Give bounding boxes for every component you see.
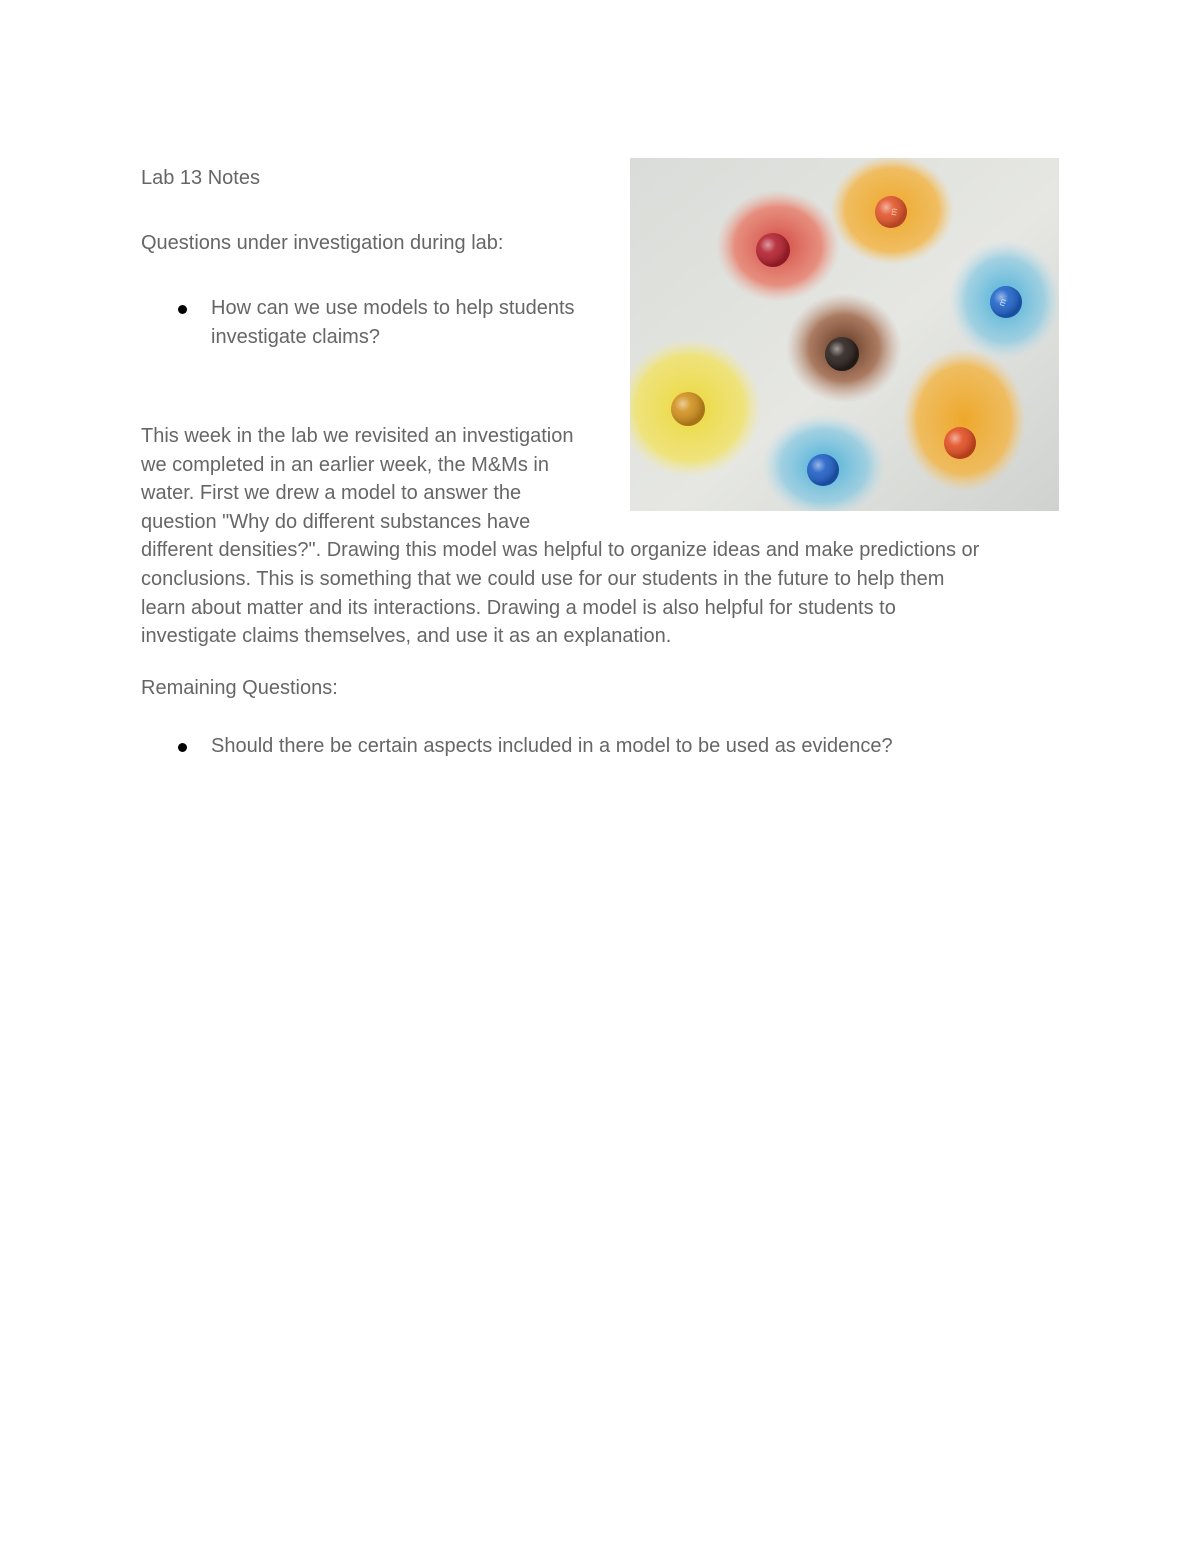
svg-text:m: m (888, 207, 900, 217)
remaining-questions-heading: Remaining Questions: (141, 677, 338, 699)
orange-candy (875, 196, 907, 228)
paragraph-line: conclusions. This is something that we could use for our students in the future to help them (141, 567, 945, 590)
paragraph-line: investigate claims themselves, and use it as an explanation. (141, 625, 672, 648)
remaining-questions-list (141, 732, 1041, 761)
list-item (141, 732, 1041, 761)
lab-summary-paragraph (141, 422, 1059, 651)
paragraph-line: different densities?". Drawing this model was helpful to organize ideas and make predictions or (141, 539, 980, 562)
remaining-question-text: Should there be certain aspects included in a model to be used as evidence? (211, 735, 893, 757)
document-title: Lab 13 Notes (141, 167, 260, 189)
bullet-icon (178, 743, 187, 752)
bullet-icon (178, 305, 187, 314)
paragraph-line: learn about matter and its interactions. Drawing a model is also helpful for students to (141, 596, 896, 619)
brown-candy (825, 337, 859, 371)
paragraph-line: we completed in an earlier week, the M&Ms in (141, 453, 549, 476)
questions-list (141, 294, 621, 351)
question-text-line: investigate claims? (211, 325, 380, 348)
paragraph-line: question "Why do different substances have (141, 510, 531, 533)
paragraph-line: water. First we drew a model to answer the (141, 482, 522, 505)
yellow-candy (671, 392, 705, 426)
svg-text:m: m (996, 297, 1009, 308)
blue-candy (990, 286, 1022, 318)
paragraph-line: This week in the lab we revisited an investigation (141, 425, 574, 447)
question-text-line: How can we use models to help students (211, 297, 575, 319)
red-candy (756, 233, 790, 267)
questions-heading: Questions under investigation during lab: (141, 232, 504, 254)
list-item (141, 294, 621, 351)
